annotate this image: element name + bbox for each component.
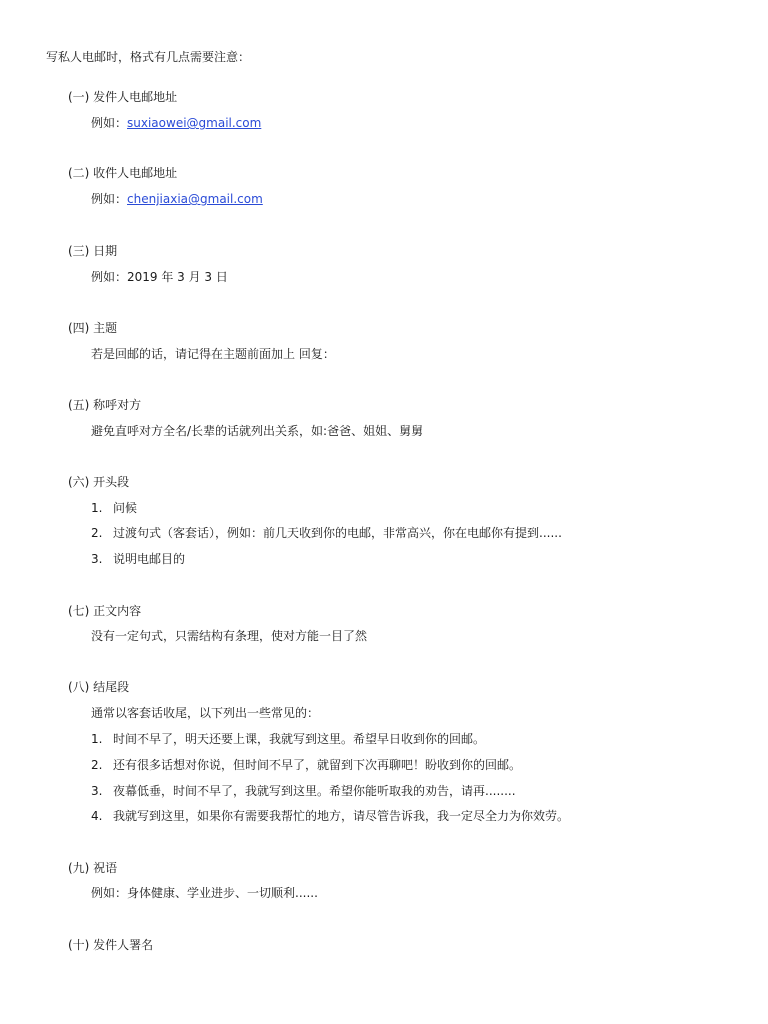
closing-intro-text: 通常以客套话收尾，以下列出一些常见的： — [91, 706, 320, 720]
section-title-recipient-email: (二) 收件人电邮地址 — [68, 166, 178, 180]
section-title-date: (三) 日期 — [68, 244, 118, 258]
list-item-number: 2. — [91, 526, 103, 540]
section-title-body: (七) 正文内容 — [68, 604, 142, 618]
list-item-text: 还有很多话想对你说，但时间不早了，就留到下次再聊吧！盼收到你的回邮。 — [113, 758, 522, 772]
section-title-closing: (八) 结尾段 — [68, 680, 130, 694]
section-title-salutation: (五) 称呼对方 — [68, 398, 142, 412]
sender-email-link[interactable]: suxiaowei@gmail.com — [127, 116, 262, 130]
recipient-email-link[interactable]: chenjiaxia@gmail.com — [127, 192, 263, 206]
wishes-example: 例如：身体健康、学业进步、一切顺利...... — [91, 886, 318, 900]
list-item-text: 说明电邮目的 — [113, 552, 186, 566]
list-item-number: 3. — [91, 552, 103, 566]
example-prefix: 例如： — [91, 116, 128, 130]
section-title-opening: (六) 开头段 — [68, 475, 130, 489]
sender-email-example — [91, 115, 261, 131]
list-item-text: 夜幕低垂，时间不早了，我就写到这里。希望你能听取我的劝告，请再........ — [113, 784, 516, 798]
subject-text: 若是回邮的话，请记得在主题前面加上 回复： — [91, 347, 335, 361]
date-example: 例如：2019 年 3 月 3 日 — [91, 270, 228, 284]
list-item-number: 1. — [91, 501, 103, 515]
list-item-number: 4. — [91, 809, 103, 823]
list-item-text: 过渡句式（客套话），例如：前几天收到你的电邮，非常高兴，你在电邮你有提到...... — [113, 526, 562, 540]
recipient-email-example — [91, 191, 263, 207]
list-item-number: 3. — [91, 784, 103, 798]
salutation-text: 避免直呼对方全名/长辈的话就列出关系，如:爸爸、姐姐、舅舅 — [91, 424, 424, 438]
list-item-text: 我就写到这里，如果你有需要我帮忙的地方，请尽管告诉我，我一定尽全力为你效劳。 — [113, 809, 570, 823]
intro-text: 写私人电邮时，格式有几点需要注意： — [46, 50, 251, 64]
section-title-subject: (四) 主题 — [68, 321, 118, 335]
example-prefix: 例如： — [91, 192, 128, 206]
section-title-signature: (十) 发件人署名 — [68, 938, 154, 952]
section-title-wishes: (九) 祝语 — [68, 861, 118, 875]
list-item-text: 问候 — [113, 501, 138, 515]
list-item-number: 2. — [91, 758, 103, 772]
list-item-number: 1. — [91, 732, 103, 746]
section-title-sender-email: (一) 发件人电邮地址 — [68, 90, 178, 104]
body-text: 没有一定句式，只需结构有条理，使对方能一目了然 — [91, 629, 368, 643]
list-item-text: 时间不早了，明天还要上课，我就写到这里。希望早日收到你的回邮。 — [113, 732, 486, 746]
